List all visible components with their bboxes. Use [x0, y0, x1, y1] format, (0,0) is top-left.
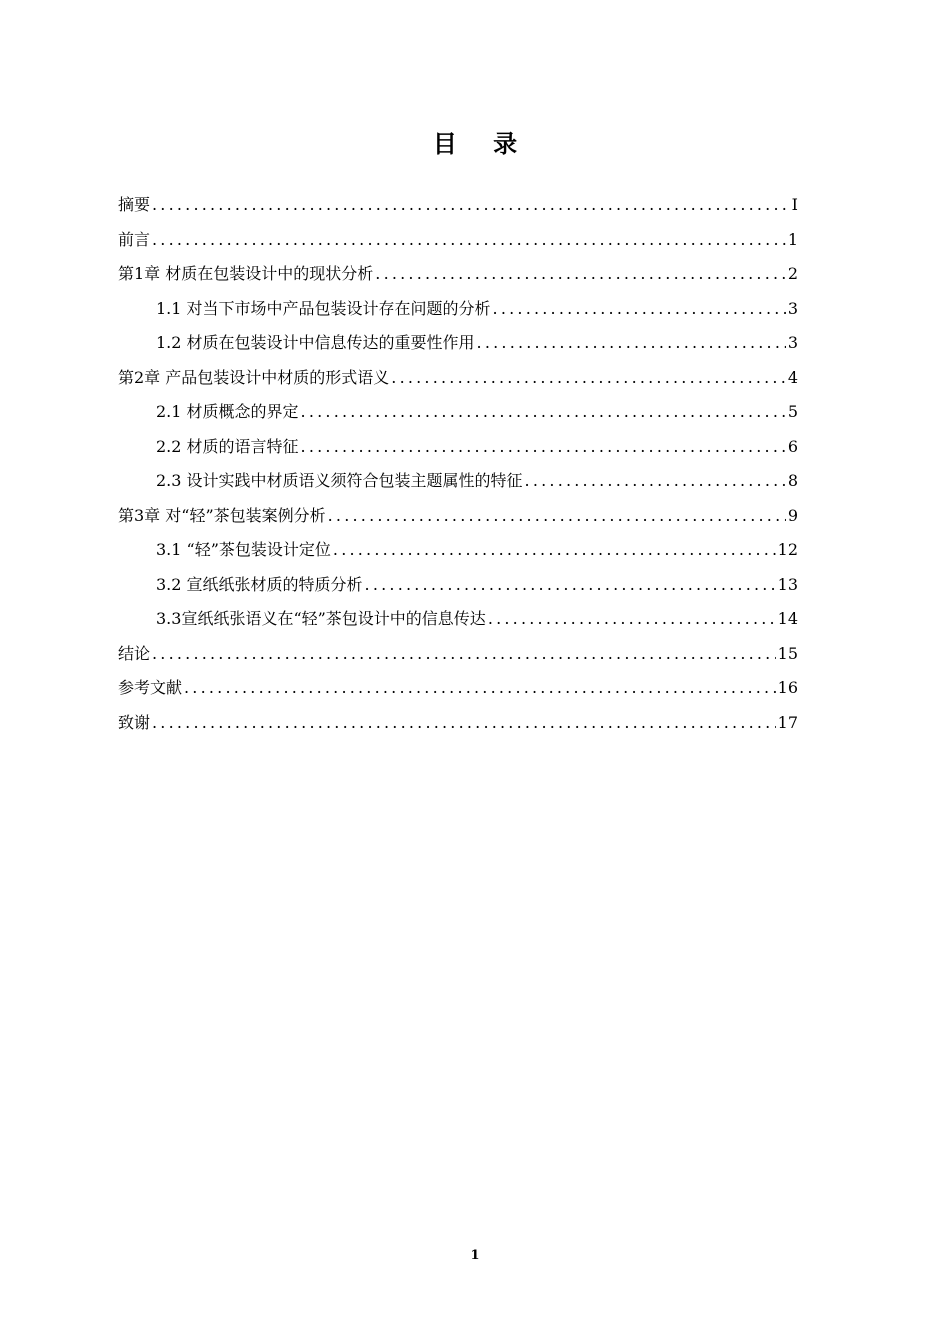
toc-entry-section-3-2[interactable] [118, 573, 798, 608]
toc-dot-leader [152, 711, 776, 735]
toc-entry-page: 17 [777, 712, 798, 732]
toc-entry-label: 摘要 [118, 195, 151, 214]
toc-entry-label: 参考文献 [118, 678, 183, 697]
toc-entry-section-2-2[interactable] [118, 435, 798, 470]
toc-entry-label: 第1章 材质在包装设计中的现状分析 [118, 264, 374, 283]
toc-dot-leader [152, 642, 776, 666]
toc-entry-label: 2.2 材质的语言特征 [156, 436, 299, 456]
toc-entry-section-3-3[interactable] [118, 607, 798, 642]
toc-dot-leader [152, 228, 786, 252]
toc-dot-leader [152, 193, 790, 217]
toc-dot-leader [301, 400, 786, 424]
toc-entry-section-2-1[interactable] [118, 400, 798, 435]
toc-dot-leader [365, 573, 776, 597]
toc-entry-label: 第3章 对“轻”茶包装案例分析 [118, 505, 326, 525]
toc-dot-leader [391, 366, 786, 390]
toc-entry-page: 2 [787, 264, 798, 283]
toc-dot-leader [184, 676, 776, 700]
toc-dot-leader [488, 607, 776, 631]
toc-entry-label: 1.1 对当下市场中产品包装设计存在问题的分析 [156, 298, 491, 318]
toc-entry-label: 3.3宣纸纸张语义在“轻”茶包设计中的信息传达 [156, 609, 486, 628]
toc-entry-section-1-1[interactable] [118, 297, 798, 332]
toc-entry-page: 3 [787, 298, 798, 318]
toc-entry-chapter-1[interactable] [118, 262, 798, 297]
toc-entry-page: 4 [787, 367, 798, 387]
toc-dot-leader [301, 435, 786, 459]
toc-entry-label: 前言 [118, 229, 151, 249]
toc-entry-page: 1 [787, 229, 798, 249]
toc-dot-leader [525, 469, 786, 493]
toc-dot-leader [375, 262, 786, 286]
toc-dot-leader [328, 504, 786, 528]
toc-entry-page: 16 [777, 678, 798, 697]
toc-entry-page: 5 [787, 402, 798, 421]
toc-entry-label: 2.3 设计实践中材质语义须符合包装主题属性的特征 [156, 471, 523, 490]
toc-entry-page: 12 [777, 540, 798, 559]
toc-entry-page: 3 [787, 333, 798, 352]
toc-entry-label: 3.2 宣纸纸张材质的特质分析 [156, 574, 363, 594]
toc-entry-section-3-1[interactable] [118, 538, 798, 573]
toc-entry-page: 13 [777, 574, 798, 594]
toc-entry-section-2-3[interactable] [118, 469, 798, 504]
page-number: 1 [470, 1248, 480, 1263]
table-of-contents [118, 193, 798, 745]
toc-entry-chapter-3[interactable] [118, 504, 798, 539]
toc-entry-chapter-2[interactable] [118, 366, 798, 401]
toc-entry-page: 14 [777, 609, 798, 628]
toc-entry-page: 8 [787, 471, 798, 490]
toc-entry-page: 15 [777, 643, 798, 663]
toc-entry-page: 6 [787, 436, 798, 456]
toc-entry-abstract[interactable] [118, 193, 798, 228]
toc-entry-label: 第2章 产品包装设计中材质的形式语义 [118, 367, 390, 387]
toc-entry-label: 3.1 “轻”茶包装设计定位 [156, 540, 331, 559]
toc-entry-label: 结论 [118, 643, 151, 663]
toc-entry-label: 1.2 材质在包装设计中信息传达的重要性作用 [156, 333, 475, 352]
toc-entry-conclusion[interactable] [118, 642, 798, 677]
toc-entry-section-1-2[interactable] [118, 331, 798, 366]
toc-entry-label: 致谢 [118, 712, 151, 732]
toc-entry-acknowledgements[interactable] [118, 711, 798, 746]
toc-dot-leader [493, 297, 786, 321]
toc-dot-leader [477, 331, 786, 355]
toc-title: 目 录 [432, 130, 532, 158]
toc-entry-references[interactable] [118, 676, 798, 711]
toc-entry-label: 2.1 材质概念的界定 [156, 402, 299, 421]
toc-dot-leader [333, 538, 776, 562]
toc-entry-page: 9 [787, 505, 798, 525]
toc-entry-preface[interactable] [118, 228, 798, 263]
toc-entry-page: I [791, 195, 798, 214]
